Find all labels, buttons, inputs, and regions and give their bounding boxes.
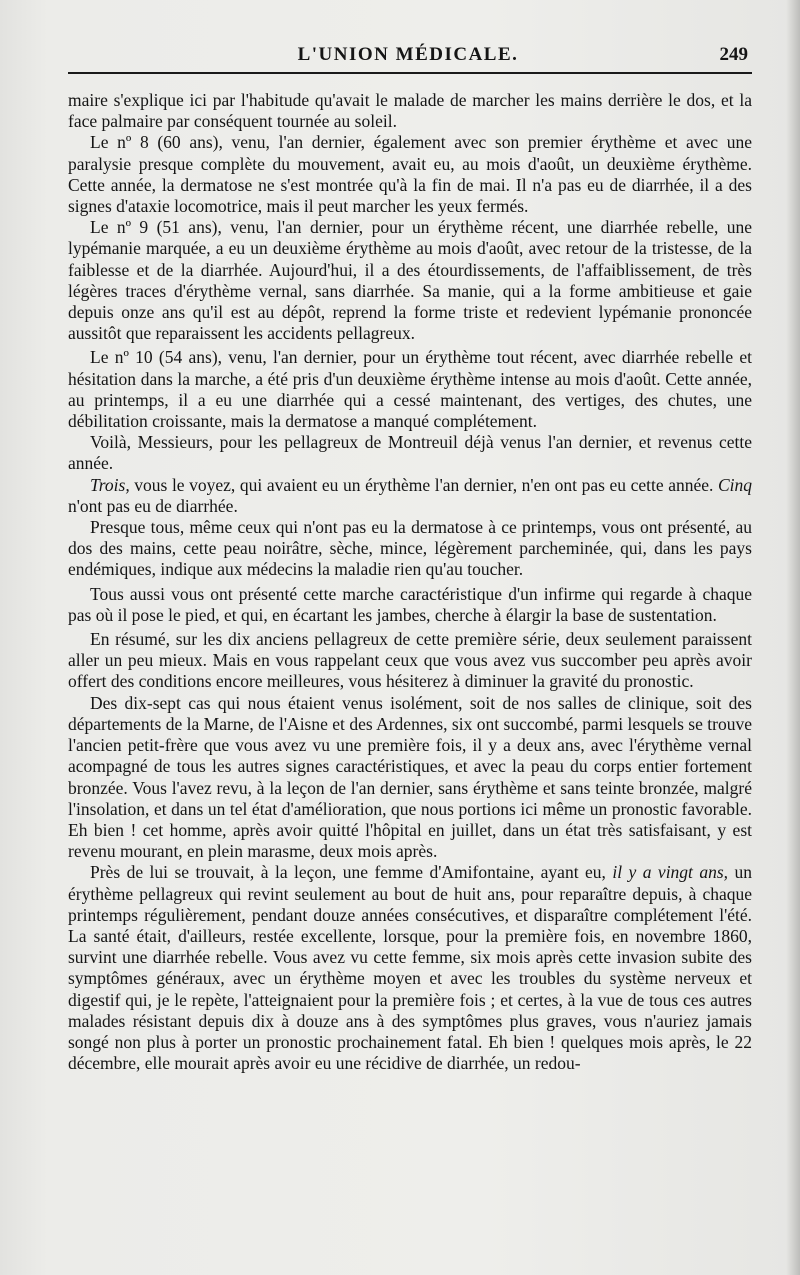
paragraph-text: n'ont pas eu de diarrhée. (68, 495, 238, 516)
page-number: 249 (719, 44, 748, 65)
paragraph: Voilà, Messieurs, pour les pellagreux de Montreuil déjà venus l'an dernier, et revenus cette année. (68, 432, 752, 474)
italic-text: il y a vingt ans, (612, 862, 729, 883)
paragraph: En résumé, sur les dix anciens pellagreux de cette première série, deux seulement paraissent aller un peu mieux. Mais en vous rappelant ceux que vous avez vus succomber peu après avoir offert des conditions encore meilleures, vous hésiterez à diminuer la gravité du pronostic. (68, 629, 752, 692)
paragraph: Le nº 10 (54 ans), venu, l'an dernier, pour un érythème tout récent, avec diarrhée rebelle et hésitation dans la marche, a été pris d'un deuxième érythème intense au mois d'août. Cette année, au printemps, il a eu une diarrhée qui a cessé maintenant, des vertiges, des chutes, une débilitation croissante, mais la dermatose a manqué complétement. (68, 347, 752, 432)
italic-text: Trois, (90, 474, 130, 495)
paragraph: Le nº 8 (60 ans), venu, l'an dernier, également avec son premier érythème et avec une paralysie presque complète du mouvement, avait eu, au mois d'août, un deuxième érythème. Cette année, la dermatose ne s'est montrée qu'à la fin de mai. Il n'a pas eu de diarrhée, il a des signes d'ataxie locomotrice, mais il peut marcher les yeux fermés. (68, 132, 752, 217)
paragraph-text: vous le voyez, qui avaient eu un érythème l'an dernier, n'en ont pas eu cette année. (129, 474, 718, 495)
paragraph-text: un érythème pellagreux qui revint seulement au bout de huit ans, pour reparaître depuis, à chaque printemps régulièrement, pendant douze années consécutives, et disparaître complétement l'été. La santé était, d'ailleurs, restée excellente, lorsque, pour la première fois, en novembre 1860, survint une diarrhée rebelle. Vous avez vu cette femme, six mois après cette invasion subite des symptômes généraux, avec un érythème moyen et avec les troubles du système nerveux et digestif qui, je le repète, l'atteignaient pour la première fois ; et certes, à la vue de tous ces autres malades résistant depuis dix à douze ans à des symptômes plus graves, vous n'auriez jamais songé non plus à porter un pronostic prochainement fatal. Eh bien ! quelques mois après, le 22 décembre, elle mourait après avoir eu une récidive de diarrhée, un redou- (68, 862, 752, 1074)
paragraph: Des dix-sept cas qui nous étaient venus isolément, soit de nos salles de clinique, soit des départements de la Marne, de l'Aisne et des Ardennes, six ont succombé, parmi lesquels se trouve l'ancien petit-frère que vous avez vu une première fois, il y a deux ans, avec l'érythème vernal acompagné de tous les autres signes caractéristiques, et avec la peau du corps entier fortement bronzée. Vous l'avez revu, à la leçon de l'an dernier, sans érythème et sans teinte bronzée, malgré l'insolation, et dans un tel état d'amélioration, que nous portions ici même un pronostic favorable. Eh bien ! cet homme, après avoir quitté l'hôpital en juillet, dans un état très satisfaisant, y est revenu mourant, en plein marasme, deux mois après. (68, 692, 752, 862)
header-rule (68, 72, 752, 74)
body-text (68, 90, 752, 1074)
paragraph: Presque tous, même ceux qui n'ont pas eu la dermatose à ce printemps, vous ont présenté, au dos des mains, cette peau noirâtre, sèche, mince, légèrement parcheminée, qui, dans les pays endémiques, indique aux médecins la maladie rien qu'au toucher. (68, 517, 752, 580)
paragraph-text: Près de lui se trouvait, à la leçon, une femme d'Amifontaine, ayant eu, (90, 862, 613, 883)
running-head (68, 38, 748, 68)
paragraph: Tous aussi vous ont présenté cette marche caractéristique d'un infirme qui regarde à chaque pas où il pose le pied, et qui, en écartant les jambes, cherche à élargir la base de sustentation. (68, 583, 752, 625)
journal-title: L'UNION MÉDICALE. (297, 44, 519, 65)
paragraph: Le nº 9 (51 ans), venu, l'an dernier, pour un érythème récent, une diarrhée rebelle, une lypémanie marquée, a eu un deuxième érythème au mois d'août, avec retour de la tristesse, de la faiblesse et de la diarrhée. Aujourd'hui, il a des étourdissements, de l'affaiblissement, de très légères traces d'érythème vernal, sans diarrhée. Sa manie, qui a la forme ambitieuse et gaie depuis onze ans qu'il est au dépôt, reprend la forme triste et redevient lypémanie prononcée aussitôt que reparaissent les accidents pellagreux. (68, 217, 752, 344)
paragraph (68, 862, 752, 1074)
paragraph: maire s'explique ici par l'habitude qu'avait le malade de marcher les mains derrière le dos, et la face palmaire par conséquent tournée au soleil. (68, 90, 752, 132)
italic-text: Cinq (717, 474, 752, 495)
paragraph (68, 475, 752, 517)
